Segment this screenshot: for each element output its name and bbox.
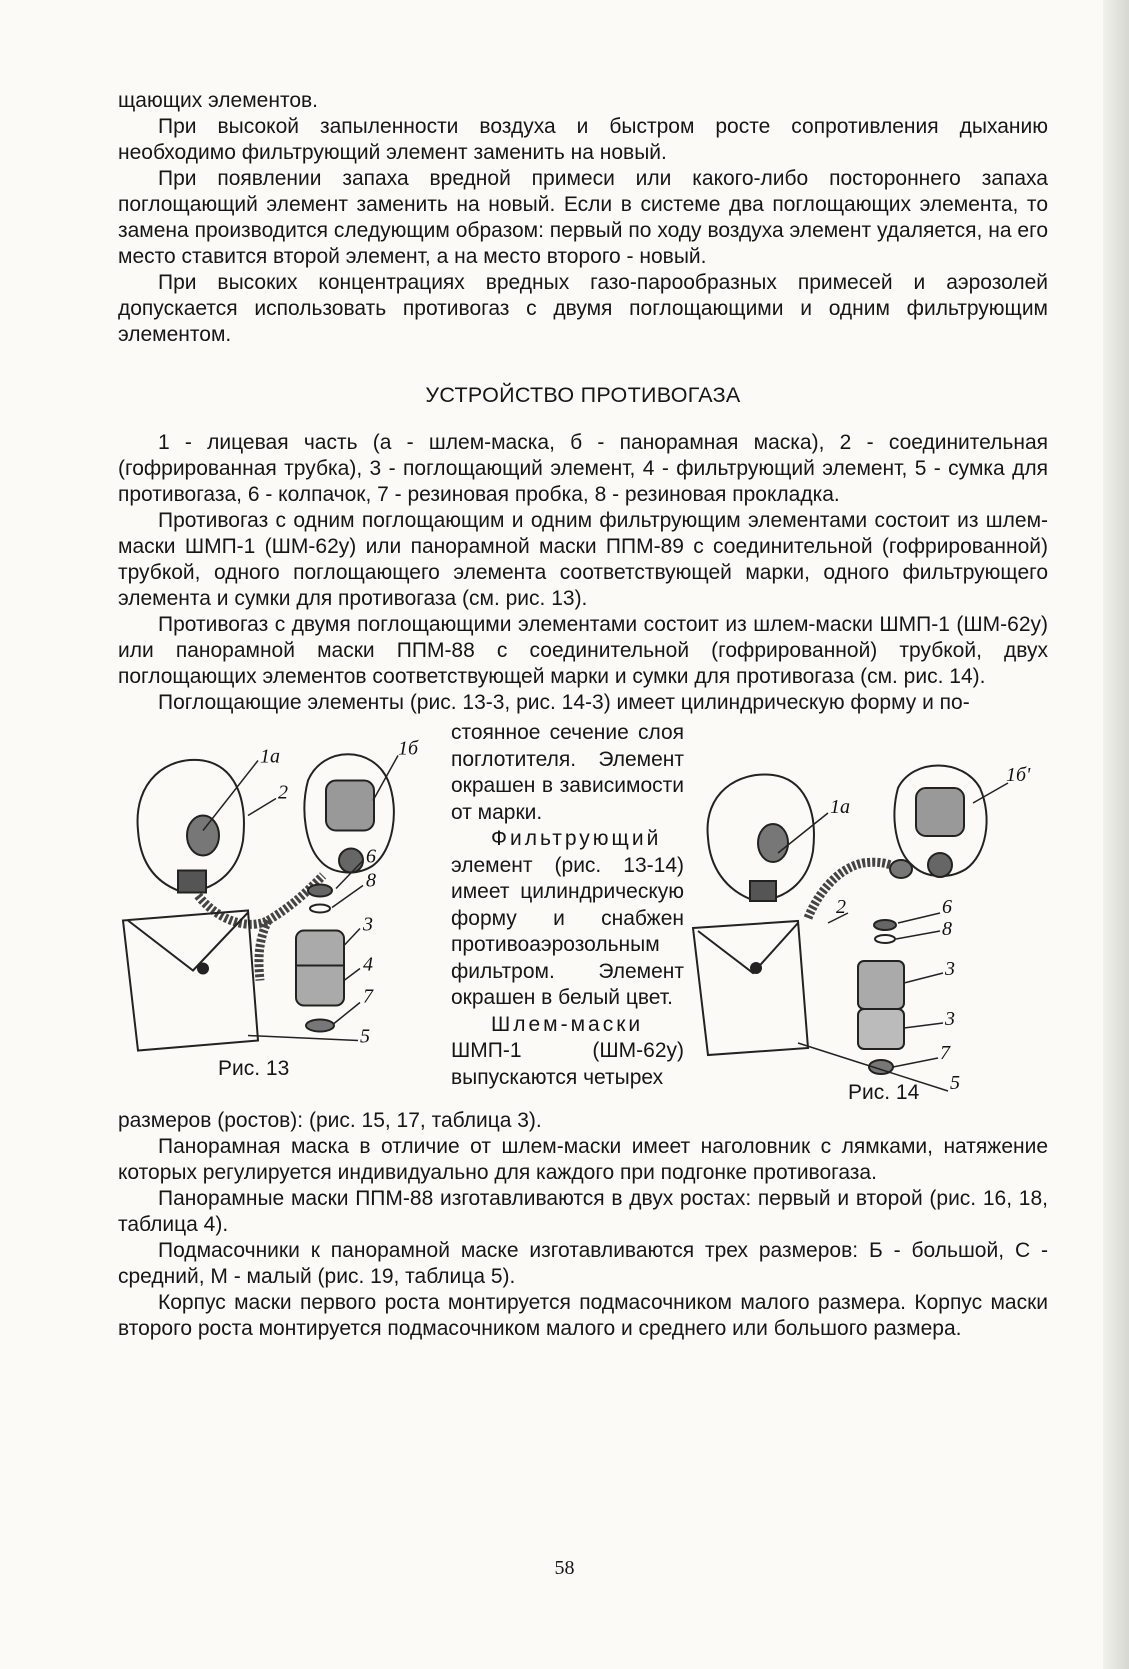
panoramic-visor	[916, 788, 964, 836]
leader-line	[248, 1036, 358, 1041]
cap-6	[874, 920, 896, 930]
plug-7	[306, 1020, 334, 1032]
corrugated-hose-lower	[259, 921, 268, 981]
label-6: 6	[942, 896, 952, 918]
panoramic-valve	[339, 849, 363, 873]
helmet-eyepiece	[758, 824, 788, 862]
figure-14-drawing	[688, 748, 1048, 1108]
leader-line	[203, 761, 258, 831]
label-7: 7	[363, 985, 373, 1008]
label-3: 3	[363, 913, 373, 936]
paragraph: При высоких концентрациях вредных газо-парообразных примесей и аэрозолей допускается использовать противогаз с двумя поглощающими и одним фильтрующим элементом.	[118, 271, 1048, 346]
paragraph: Панорамные маски ППМ-88 изготавливаются в двух ростах: первый и второй (рис. 16, 18, таблица 4).	[118, 1187, 1048, 1236]
figure-13-caption: Рис. 13	[218, 1057, 290, 1080]
hose-connector	[890, 860, 912, 878]
paragraph: Подмасочники к панорамной маске изготавливаются трех размеров: Б - большой, С - средний, М - малый (рис. 19, таблица 5).	[118, 1239, 1048, 1288]
canister-3-top	[858, 961, 904, 1009]
paragraph: размеров (ростов): (рис. 15, 17, таблица 3).	[118, 1109, 542, 1132]
leader-line	[344, 929, 360, 946]
panoramic-valve	[928, 853, 952, 877]
corrugated-hose	[808, 862, 898, 918]
leader-line	[248, 799, 276, 816]
label-5: 5	[950, 1072, 960, 1094]
paragraph: При высокой запыленности воздуха и быстром росте сопротивления дыханию необходимо фильтрующий элемент заменить на новый.	[118, 115, 1048, 164]
paragraph: При появлении запаха вредной примеси или какого-либо постороннего запаха поглощающий элемент заменить на новый. Если в системе два поглощающих элемента, то замена производится следующим образом: первый по ходу воздуха элемент удаляется, на его место ставится второй элемент, а на место второго - новый.	[118, 167, 1048, 268]
wrap-paragraph	[451, 1012, 684, 1092]
label-3: 3	[945, 1008, 955, 1030]
helmet-valve	[178, 871, 206, 893]
leader-line	[896, 931, 940, 939]
label-3: 3	[945, 958, 955, 980]
label-1b: 1б	[398, 737, 419, 760]
label-2: 2	[278, 781, 288, 804]
label-1b: 1б'	[1006, 764, 1031, 786]
section-heading: УСТРОЙСТВО ПРОТИВОГАЗА	[425, 383, 741, 407]
leader-line	[893, 1058, 938, 1067]
bottom-text	[118, 1108, 1048, 1342]
leader-line	[898, 913, 940, 923]
leader-line	[904, 973, 943, 983]
page-edge	[1103, 0, 1129, 1669]
label-7: 7	[940, 1042, 950, 1064]
label-4: 4	[363, 953, 373, 976]
wrap-text: ШМП-1 (ШМ-62у) выпускаются четырех	[451, 1039, 684, 1089]
figure-13	[108, 718, 448, 1103]
label-8: 8	[366, 869, 376, 892]
paragraph: щающих элементов.	[118, 89, 319, 112]
label-5: 5	[360, 1025, 370, 1048]
label-1a: 1a	[260, 745, 280, 768]
figure-14-caption: Рис. 14	[848, 1081, 920, 1104]
label-2: 2	[836, 896, 846, 918]
panoramic-visor	[326, 781, 374, 831]
paragraph: Панорамная маска в отличие от шлем-маски имеет наголовник с лямками, натяжение которых регулируется индивидуально для каждого при подгонке противогаза.	[118, 1135, 1048, 1184]
spaced-word: Шлем-маски	[491, 1012, 644, 1036]
mid-text	[118, 430, 1048, 716]
top-text	[118, 88, 1048, 348]
bag-button	[198, 964, 208, 974]
page-number: 58	[554, 1557, 575, 1579]
paragraph: Корпус маски первого роста монтируется подмасочником малого размера. Корпус маски второго роста монтируется подмасочником малого и среднего или большого размера.	[118, 1291, 1048, 1340]
leader-line	[344, 969, 360, 981]
cap-6	[308, 885, 332, 897]
label-6: 6	[366, 845, 376, 868]
wrap-paragraph: стоянное сечение слоя поглотителя. Элемент окрашен в зависимости от марки.	[451, 721, 684, 824]
label-1a: 1a	[830, 796, 850, 818]
paragraph: Противогаз с одним поглощающим и одним фильтрующим элементами состоит из шлем-маски ШМП-1 (ШМ-62у) или панорамной маски ППМ-89 с соединительной (гофрированной) трубкой, одного поглощающего элемента соответствующей марки, одного фильтрующего элемента и сумки для противогаза (см. рис. 13).	[118, 509, 1048, 610]
paragraph: Поглощающие элементы (рис. 13-3, рис. 14-3) имеет цилиндрическую форму и по-	[158, 691, 970, 714]
wrap-text: элемент (рис. 13-14) имеет цилиндрическую форму и снабжен противоаэрозольным фильтром. Элемент окрашен в белый цвет.	[451, 853, 684, 1009]
leader-line	[904, 1023, 943, 1028]
helmet-valve	[750, 881, 776, 901]
figures-block	[118, 718, 1048, 1108]
gasket-8	[875, 935, 895, 943]
label-8: 8	[942, 918, 952, 940]
leader-line	[373, 756, 398, 801]
gasket-8	[310, 905, 330, 913]
wrap-paragraph	[451, 826, 684, 1012]
canister-3-4	[296, 931, 344, 1006]
spaced-word: Фильтрующий	[491, 827, 662, 850]
helmet-eyepiece	[187, 816, 219, 856]
page-content	[118, 88, 1048, 1342]
figure-14	[688, 748, 1048, 1108]
paragraph: 1 - лицевая часть (а - шлем-маска, б - панорамная маска), 2 - соединительная (гофрированная трубка), 3 - поглощающий элемент, 4 - фильтрующий элемент, 5 - сумка для противогаза, 6 - колпачок, 7 - резиновая пробка, 8 - резиновая прокладка.	[118, 431, 1048, 506]
bag-flap	[698, 923, 798, 973]
bag-button	[751, 963, 761, 973]
wrapped-text-column	[451, 720, 684, 1091]
paragraph: Противогаз с двумя поглощающими элементами состоит из шлем-маски ШМП-1 (ШМ-62у) или панорамной маски ППМ-88 с соединительной (гофрированной) трубкой, двух поглощающих элементов соответствующей марки и сумки для противогаза (см. рис. 14).	[118, 613, 1048, 688]
figure-13-drawing	[108, 718, 448, 1103]
canister-3-bottom	[858, 1009, 904, 1049]
